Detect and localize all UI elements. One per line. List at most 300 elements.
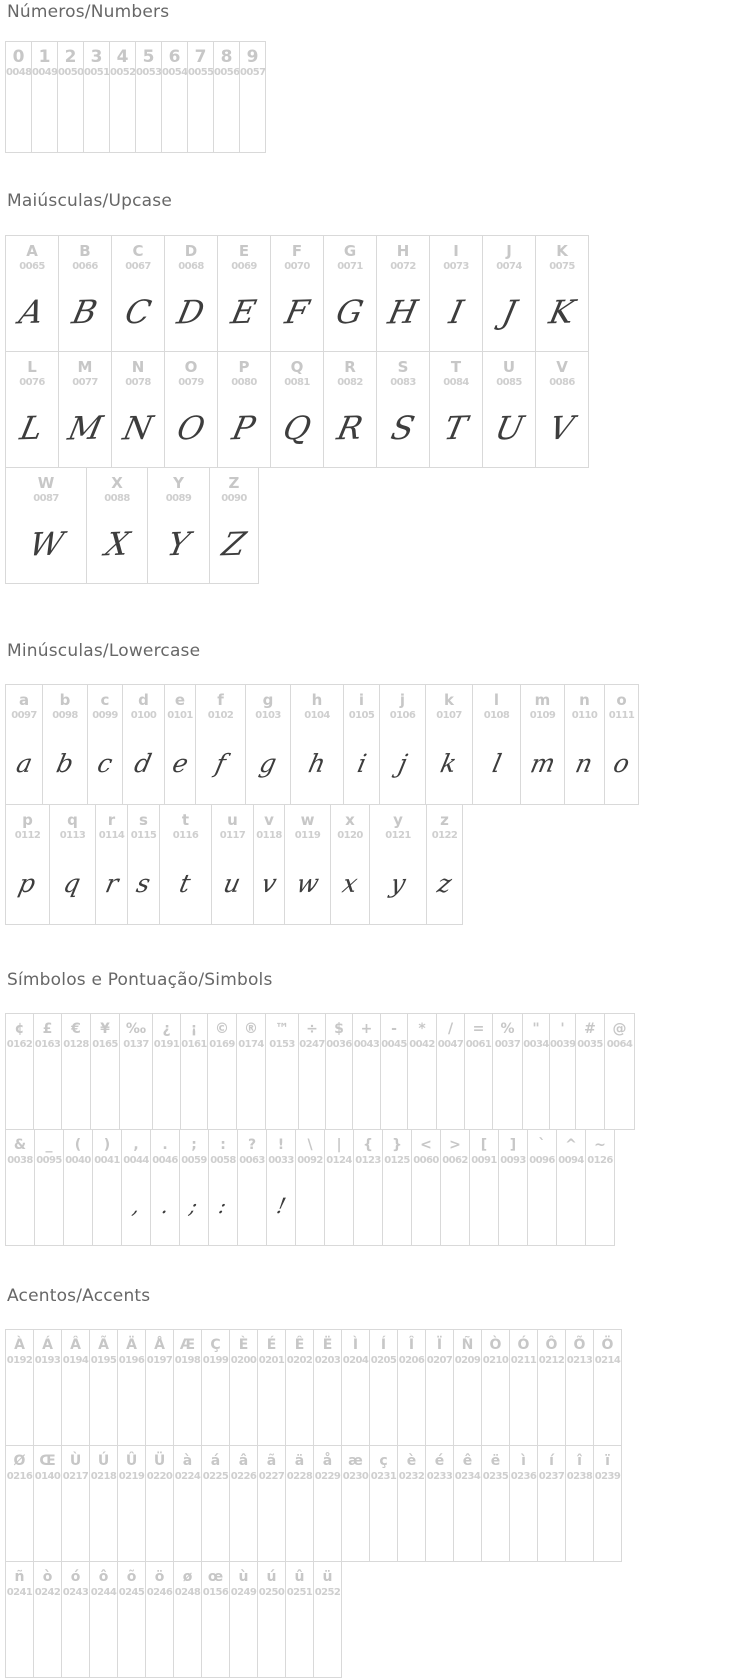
char-cell [369,804,427,925]
char-code: 0117 [219,830,246,841]
char-code: 0234 [454,1471,481,1482]
char-label: ó [70,1569,81,1585]
char-label: Œ [39,1453,56,1469]
char-glyph-area [473,722,520,804]
char-code: 0196 [118,1355,145,1366]
char-cell [61,1561,90,1678]
char-code: 0033 [268,1155,294,1166]
char-code: 0247 [299,1039,325,1050]
char-cell [152,1013,181,1130]
char-label: ü [322,1569,333,1585]
script-glyph: b [53,748,77,778]
char-code: 0097 [11,710,37,721]
char-label: R [344,358,356,376]
char-code: 0073 [443,261,469,272]
char-label: 9 [246,47,259,67]
char-code: 0044 [123,1155,149,1166]
char-glyph-area [370,1483,397,1561]
char-label: L [27,358,37,376]
char-glyph-area [557,1167,585,1245]
char-label: Õ [573,1337,586,1353]
char-glyph-area [296,1167,324,1245]
char-cell [164,351,218,468]
script-glyph: Z [218,524,250,564]
char-label: Q [290,358,304,376]
numbers-table [5,41,730,153]
char-cell [564,684,605,805]
char-label: i [358,691,365,709]
char-cell [117,1329,146,1446]
char-label: õ [126,1569,137,1585]
char-label: Á [42,1337,53,1353]
char-glyph-area [314,1367,341,1445]
char-cell [33,1445,62,1562]
char-glyph-area [118,1367,145,1445]
script-glyph: i [354,748,369,778]
char-label: z [440,811,449,829]
font-character-map-page [0,2,730,1678]
accents-row-2 [5,1445,730,1562]
char-cell [33,1561,62,1678]
section-title-uppercase: Maiúsculas/Upcase [7,191,172,211]
char-glyph-area [605,1051,634,1129]
char-glyph-area [430,389,482,467]
char-cell [209,467,259,584]
char-label: E [238,242,250,260]
char-cell [436,1013,465,1130]
char-cell [266,1129,296,1246]
char-label: + [360,1021,373,1037]
char-cell [87,684,123,805]
char-cell [440,1129,470,1246]
char-glyph-area [146,1599,173,1677]
char-cell [217,351,271,468]
char-cell [89,1329,118,1446]
char-cell [63,1129,93,1246]
char-cell [535,235,589,352]
char-cell [83,41,110,153]
char-glyph-area [160,842,211,924]
char-glyph-area [210,505,258,583]
char-label: ä [294,1453,305,1469]
char-label: À [14,1337,25,1353]
char-label: b [59,691,71,709]
char-glyph-area [430,273,482,351]
char-cell [549,1013,576,1130]
char-cell [58,351,112,468]
script-glyph: G [333,292,367,332]
char-cell [482,351,536,468]
char-glyph-area [381,1051,407,1129]
char-code: 0079 [178,377,204,388]
char-code: 0094 [558,1155,584,1166]
char-glyph-area [605,722,638,804]
char-code: 0049 [32,67,58,78]
char-label: û [294,1569,305,1585]
char-code: 0235 [482,1471,509,1482]
char-label: H [396,242,410,260]
char-label: ã [266,1453,277,1469]
char-glyph-area [238,1167,266,1245]
char-cell [382,1129,412,1246]
char-code: 0091 [471,1155,497,1166]
char-label: ¢ [14,1021,25,1037]
char-label: X [111,474,123,492]
char-code: 0086 [549,377,575,388]
char-cell [201,1561,230,1678]
char-code: 0124 [326,1155,352,1166]
script-glyph: O [173,408,209,448]
char-cell [217,235,271,352]
char-glyph-area [331,842,369,924]
char-glyph-area [550,1051,575,1129]
char-cell [285,1445,314,1562]
char-cell [159,804,212,925]
char-cell [407,1013,437,1130]
char-glyph-area [482,1367,509,1445]
char-label: } [392,1137,402,1153]
char-label: V [556,358,568,376]
script-glyph: a [13,748,35,778]
char-cell [376,351,430,468]
char-label: ñ [14,1569,25,1585]
char-glyph-area [196,722,245,804]
char-glyph-area [510,1367,537,1445]
char-cell [5,41,32,153]
char-code: 0100 [130,710,157,721]
char-code: 0054 [162,67,188,78]
char-label: ò [42,1569,53,1585]
char-cell [90,1013,120,1130]
char-label: ! [277,1137,285,1153]
char-label: å [322,1453,333,1469]
char-glyph-area [594,1367,621,1445]
char-label: g [262,691,274,709]
char-glyph-area [324,273,376,351]
char-cell [122,684,165,805]
char-cell [213,41,240,153]
char-cell [593,1445,622,1562]
char-glyph-area [90,1367,117,1445]
char-code: 0048 [6,67,32,78]
char-label: O [184,358,198,376]
char-glyph-area [285,842,330,924]
char-cell [376,235,430,352]
char-glyph-area [151,1167,179,1245]
char-glyph-area [266,1051,298,1129]
char-cell [527,1129,557,1246]
char-glyph-area [58,79,83,152]
char-code: 0111 [608,710,635,721]
char-code: 0218 [90,1471,117,1482]
char-cell [5,804,50,925]
char-label: B [79,242,91,260]
char-glyph-area [6,1599,33,1677]
char-code: 0239 [594,1471,621,1482]
char-code: 0231 [370,1471,397,1482]
script-glyph: X [101,524,133,564]
char-code: 0041 [94,1155,120,1166]
char-cell [290,684,344,805]
char-code: 0110 [571,710,598,721]
char-label: ' [560,1021,565,1037]
char-code: 0210 [482,1355,509,1366]
char-code: 0122 [431,830,458,841]
char-code: 0252 [314,1587,341,1598]
script-glyph: ! [274,1193,288,1219]
char-glyph-area [254,842,284,924]
char-label: î [577,1453,582,1469]
char-glyph-area [325,1167,353,1245]
char-code: 0040 [65,1155,91,1166]
char-code: 0058 [210,1155,236,1166]
char-code: 0084 [443,377,469,388]
char-cell [369,1329,398,1446]
char-cell [341,1329,370,1446]
char-cell [245,684,291,805]
char-code: 0236 [510,1471,537,1482]
char-label: \ [307,1137,313,1153]
char-label: Î [408,1337,415,1353]
char-label: u [227,811,238,829]
script-glyph: . [159,1193,171,1219]
char-code: 0096 [529,1155,555,1166]
script-glyph: s [133,868,154,898]
char-code: 0089 [165,493,192,504]
char-label: ø [182,1569,193,1585]
char-glyph-area [62,1051,90,1129]
script-glyph: Y [163,524,194,564]
char-cell [150,1129,180,1246]
char-glyph-area [427,842,462,924]
char-glyph-area [237,1051,265,1129]
char-cell [164,235,218,352]
char-code: 0248 [174,1587,201,1598]
char-label: ï [605,1453,610,1469]
char-code: 0214 [594,1355,621,1366]
char-label: s [139,811,148,829]
char-glyph-area [523,1051,549,1129]
char-glyph-area [90,1599,117,1677]
char-cell [58,235,112,352]
char-code: 0118 [256,830,282,841]
char-label: ` [538,1137,546,1153]
char-glyph-area [465,1051,492,1129]
char-code: 0071 [337,261,363,272]
char-label: m [534,691,551,709]
char-glyph-area [165,722,195,804]
char-code: 0219 [118,1471,145,1482]
char-code: 0220 [146,1471,173,1482]
char-label: h [311,691,323,709]
char-label: " [532,1021,540,1037]
char-label: y [393,811,403,829]
char-code: 0057 [240,67,266,78]
char-code: 0140 [34,1471,61,1482]
char-code: 0099 [92,710,118,721]
char-label: { [363,1137,373,1153]
char-cell [270,351,324,468]
char-glyph-area [483,273,535,351]
char-cell [469,1129,499,1246]
char-code: 0088 [104,493,130,504]
char-code: 0204 [342,1355,369,1366]
char-cell [236,1013,266,1130]
script-glyph: J [498,292,520,332]
section-uppercase [5,191,730,584]
char-code: 0233 [426,1471,453,1482]
char-code: 0108 [483,710,510,721]
char-glyph-area [271,273,323,351]
char-glyph-area [342,1367,369,1445]
char-label: Ö [601,1337,614,1353]
char-label: p [22,811,33,829]
char-cell [253,804,285,925]
char-cell [229,1329,258,1446]
script-glyph: f [212,748,229,778]
char-cell [425,1445,454,1562]
char-glyph-area [240,79,265,152]
script-glyph: H [384,292,422,332]
char-code: 0169 [209,1039,235,1050]
char-label: P [238,358,250,376]
char-glyph-area [34,1367,61,1445]
char-code: 0250 [258,1587,285,1598]
char-glyph-area [91,1051,119,1129]
char-label: ~ [594,1137,606,1153]
script-glyph: k [438,748,460,778]
char-cell [201,1445,230,1562]
char-cell [380,1013,408,1130]
char-code: 0228 [286,1471,313,1482]
char-glyph-area [314,1483,341,1561]
char-label: ( [74,1137,82,1153]
char-label: ù [238,1569,249,1585]
char-glyph-area [62,1483,89,1561]
char-cell [257,1561,286,1678]
char-label: É [266,1337,277,1353]
char-cell [323,235,377,352]
uppercase-row-1 [5,235,730,352]
char-cell [57,41,84,153]
char-label: œ [207,1569,224,1585]
char-glyph-area [6,1483,33,1561]
char-glyph-area [314,1599,341,1677]
char-code: 0045 [381,1039,407,1050]
char-code: 0202 [286,1355,313,1366]
char-label: Ô [545,1337,558,1353]
script-glyph: N [119,408,157,448]
char-cell [61,1329,90,1446]
char-label: ÷ [306,1021,318,1037]
char-cell [145,1561,174,1678]
char-label: w [300,811,315,829]
char-code: 0103 [255,710,281,721]
char-code: 0061 [465,1039,492,1050]
char-cell [208,1129,238,1246]
char-cell [161,41,188,153]
char-code: 0207 [426,1355,453,1366]
char-code: 0128 [63,1039,89,1050]
char-cell [147,467,210,584]
char-code: 0245 [118,1587,145,1598]
script-glyph: ; [187,1193,201,1219]
char-glyph-area [118,1483,145,1561]
char-label: q [67,811,78,829]
char-label: 8 [220,47,233,67]
char-label: ç [379,1453,388,1469]
char-cell [324,1129,354,1246]
char-label: # [584,1021,596,1037]
script-glyph: M [64,408,106,448]
char-label: . [162,1137,168,1153]
char-label: @ [612,1021,627,1037]
char-glyph-area [202,1367,229,1445]
script-glyph: W [25,524,67,564]
char-cell [92,1129,122,1246]
char-glyph-area [521,722,564,804]
char-cell [111,235,165,352]
char-label: Z [228,474,240,492]
char-label: ú [266,1569,277,1585]
char-cell [535,351,589,468]
char-cell [201,1329,230,1446]
char-cell [325,1013,353,1130]
script-glyph: U [491,408,527,448]
char-glyph-area [470,1167,498,1245]
char-glyph-area [258,1367,285,1445]
char-label: r [107,811,116,829]
char-glyph-area [324,389,376,467]
char-label: £ [42,1021,53,1037]
char-code: 0119 [294,830,321,841]
char-cell [31,41,58,153]
section-title-symbols: Símbolos e Pontuação/Simbols [7,970,273,990]
char-label: ë [490,1453,501,1469]
char-code: 0063 [239,1155,265,1166]
char-code: 0213 [566,1355,593,1366]
char-code: 0065 [19,261,45,272]
char-cell [397,1329,426,1446]
char-glyph-area [162,79,187,152]
char-code: 0035 [577,1039,603,1050]
char-label: ] [509,1137,517,1153]
char-code: 0036 [326,1039,352,1050]
char-code: 0163 [34,1039,61,1050]
char-code: 0050 [58,67,84,78]
char-cell [464,1013,493,1130]
char-code: 0047 [437,1039,464,1050]
char-cell [426,804,463,925]
char-cell [379,684,426,805]
char-glyph-area [354,1167,382,1245]
char-label: ® [244,1021,258,1037]
char-label: x [345,811,355,829]
char-code: 0055 [188,67,214,78]
char-cell [520,684,565,805]
script-glyph: L [17,408,47,448]
char-label: ö [154,1569,165,1585]
char-code: 0106 [389,710,416,721]
char-cell [135,41,162,153]
char-glyph-area [112,389,164,467]
char-code: 0251 [286,1587,313,1598]
char-cell [353,1129,383,1246]
char-cell [270,235,324,352]
char-code: 0232 [398,1471,425,1482]
char-cell [298,1013,326,1130]
char-cell [180,1013,208,1130]
